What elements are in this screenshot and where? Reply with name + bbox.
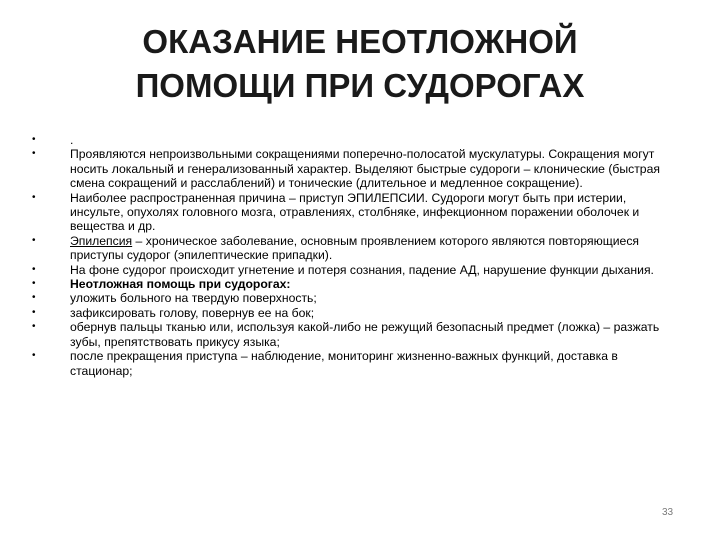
bullet-icon: •: [32, 148, 36, 160]
list-item: [32, 349, 672, 378]
title-line-1: ОКАЗАНИЕ НЕОТЛОЖНОЙ: [142, 23, 578, 60]
list-item-text: На фоне судорог происходит угнетение и потеря сознания, падение АД, нарушение функции дыхания.: [70, 262, 654, 277]
list-item-text: – хроническое заболевание, основным проявлением которого являются повторяющиеся приступы судорог (эпилептические припадки).: [70, 233, 640, 263]
list-item-text: Наиболее распространенная причина – приступ ЭПИЛЕПСИИ. Судороги могут быть при истерии, инсульте, опухолях головного мозга, отравлениях, столбняке, инфекционном поражении оболочек и вещества и др.: [70, 190, 640, 234]
bullet-icon: •: [32, 321, 36, 333]
bullet-icon: •: [32, 134, 36, 145]
list-item-text: уложить больного на твердую поверхность;: [70, 291, 317, 306]
bullet-icon: •: [32, 278, 36, 290]
list-item: [32, 263, 672, 277]
bullet-icon: •: [32, 350, 36, 362]
list-item: [32, 234, 672, 263]
bullet-icon: •: [32, 292, 36, 304]
bullet-icon: •: [32, 191, 36, 203]
list-item: [32, 320, 672, 349]
list-item: [32, 306, 672, 320]
list-item-text: после прекращения приступа – наблюдение, мониторинг жизненно-важных функций, доставка в стационар;: [70, 349, 618, 378]
title-line-2: ПОМОЩИ ПРИ СУДОРОГАХ: [135, 67, 585, 104]
epilepsy-term: Эпилепсия: [70, 233, 133, 248]
emergency-help-heading: Неотложная помощь при судорогах:: [70, 277, 291, 292]
list-item: [32, 147, 672, 190]
list-item: [32, 277, 672, 291]
list-item: [32, 191, 672, 234]
list-item-text: Проявляются непроизвольными сокращениями поперечно-полосатой мускулатуры. Сокращения могут носить локальный и генерализованный характер. Выделяют быстрые судороги – клонические (быстрая смена сокращений и расслаблений) и тонические (длительное и медленное сокращение).: [70, 147, 660, 191]
list-item: [32, 291, 672, 305]
list-item-text: .: [70, 133, 74, 147]
bullet-list: [32, 133, 672, 378]
list-item: [32, 133, 672, 147]
bullet-icon: •: [32, 234, 36, 246]
bullet-icon: •: [32, 263, 36, 275]
page-title: [60, 20, 660, 108]
page-number: 33: [662, 507, 674, 518]
bullet-icon: •: [32, 306, 36, 318]
list-item-text: зафиксировать голову, повернув ее на бок;: [70, 305, 315, 320]
list-item-text: обернув пальцы тканью или, используя какой-либо не режущий безопасный предмет (ложка) – разжать зубы, препятствовать прикусу языка;: [70, 320, 660, 349]
